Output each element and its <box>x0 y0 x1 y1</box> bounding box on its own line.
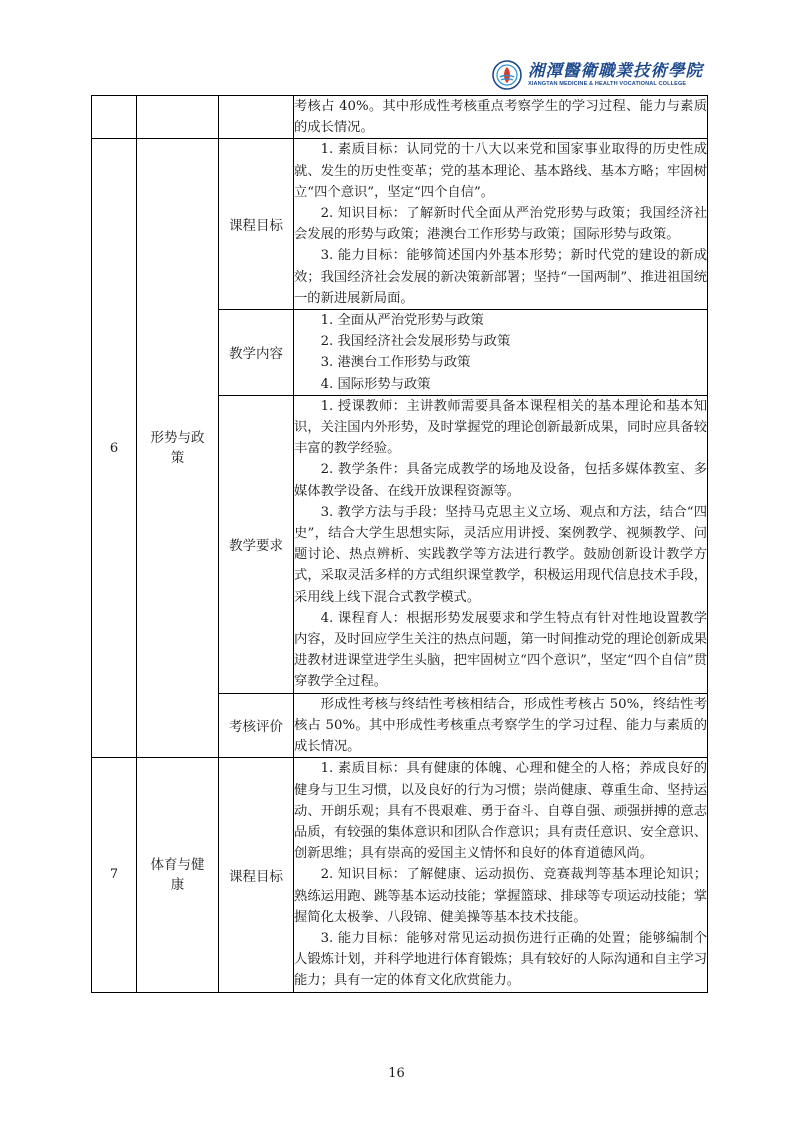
course6-goals-content <box>294 139 708 310</box>
course-cell-empty <box>137 96 219 139</box>
course6-assessment-label: 考核评价 <box>219 693 294 758</box>
course7-goal-2: 2. 知识目标：了解健康、运动损伤、竞赛裁判等基本理论知识；熟练运用跑、跳等基本运动技能；掌握篮球、排球等专项运动技能；掌握简化太极拳、八段锦、健美操等基本技术技能。 <box>294 867 707 925</box>
assessment-continuation-text <box>294 96 708 139</box>
page-number: 16 <box>388 1066 405 1081</box>
course6-content-list <box>294 310 708 396</box>
college-logo <box>492 60 703 90</box>
logo-chinese-name: 湘潭醫衛職業技術學院 <box>528 61 703 80</box>
course6-goal-2: 2. 知识目标：了解新时代全面从严治党形势与政策；我国经济社会发展的形势与政策；港澳台工作形势与政策；国际形势与政策。 <box>294 206 707 243</box>
course6-content-item-1: 1. 全面从严治党形势与政策 <box>320 313 484 329</box>
course6-requirement-2: 2. 教学条件：具备完成教学的场地及设备，包括多媒体教室、多媒体教学设备、在线开放课程资源等。 <box>294 462 707 499</box>
course6-goal-1: 1. 素质目标：认同党的十八大以来党和国家事业取得的历史性成就、发生的历史性变革；党的基本理论、基本路线、基本方略；牢固树立“四个意识”，坚定“四个自信”。 <box>294 142 707 200</box>
item-cell-empty <box>219 96 294 139</box>
course6-assessment-content <box>294 693 708 758</box>
continuation-paragraph: 考核占 40%。其中形成性考核重点考察学生的学习过程、能力与素质的成长情况。 <box>294 99 707 136</box>
course7-goal-3: 3. 能力目标：能够对常见运动损伤进行正确的处置；能够编制个人锻炼计划，并科学地进行体育锻炼；具有较好的人际沟通和自主学习能力；具有一定的体育文化欣赏能力。 <box>294 930 707 989</box>
course7-goals-content <box>294 758 708 992</box>
course6-requirement-3: 3. 教学方法与手段：坚持马克思主义立场、观点和方法，结合“四史”，结合大学生思想实际，灵活应用讲授、案例教学、视频教学、问题讨论、热点辨析、实践教学等方法进行教学。鼓励创新设计教学方式，采取灵活多样的方式组织课堂教学，积极运用现代信息技术手段，采用线上线下混合式教学模式。 <box>294 504 707 605</box>
course6-requirements-label: 教学要求 <box>219 395 294 693</box>
course7-name <box>137 758 219 992</box>
course7-name-text: 体育与健康 <box>150 856 205 893</box>
course7-goals-label: 课程目标 <box>219 758 294 992</box>
course6-requirement-4: 4. 课程育人：根据形势发展要求和学生特点有针对性地设置教学内容，及时回应学生关注的热点问题，第一时间推动党的理论创新成果进教材进课堂进学生头脑，把牢固树立“四个意识”，坚定“四个自信”贯穿教学全过程。 <box>294 610 707 690</box>
curriculum-table <box>91 95 708 993</box>
table-row-course7-goals <box>92 758 708 992</box>
course6-requirement-1: 1. 授课教师：主讲教师需要具备本课程相关的基本理论和基本知识，关注国内外形势，及时掌握党的理论创新最新成果，同时应具备较丰富的教学经验。 <box>294 398 707 457</box>
course6-content-item-2: 2. 我国经济社会发展形势与政策 <box>320 334 511 350</box>
course7-goal-1: 1. 素质目标：具有健康的体魄、心理和健全的人格；养成良好的健身与卫生习惯，以及良好的行为习惯；崇尚健康、尊重生命、坚持运动、开朗乐观；具有不畏艰难、勇于奋斗、自尊自强、顽强拼搏的意志品质，有较强的集体意识和团队合作意识；具有责任意识、安全意识、创新思维；具有崇高的爱国主义情怀和良好的体育道德风尚。 <box>294 761 707 862</box>
college-emblem-icon <box>492 60 522 90</box>
course6-content-item-4: 4. 国际形势与政策 <box>320 376 431 392</box>
course6-goal-3: 3. 能力目标：能够简述国内外基本形势；新时代党的建设的新成效；我国经济社会发展的新决策新部署；坚持“一国两制”、推进祖国统一的新进展新局面。 <box>294 248 707 306</box>
logo-english-name: XIANGTAN MEDICINE & HEALTH VOCATIONAL COLLEGE <box>528 81 687 87</box>
table-row-course6-goals <box>92 139 708 310</box>
course6-name-text: 形势与政策 <box>150 430 205 467</box>
course6-assessment-text: 形成性考核与终结性考核相结合，形成性考核占 50%，终结性考核占 50%。其中形成性考核重点考察学生的学习过程、能力与素质的成长情况。 <box>294 696 707 755</box>
course7-number: 7 <box>92 758 137 992</box>
table-row-continuation <box>92 96 708 139</box>
course6-content-item-3: 3. 港澳台工作形势与政策 <box>320 355 471 371</box>
course6-name <box>137 139 219 758</box>
course6-requirements-content <box>294 395 708 693</box>
course6-goals-label: 课程目标 <box>219 139 294 310</box>
course6-content-label: 教学内容 <box>219 310 294 396</box>
course6-number: 6 <box>92 139 137 758</box>
number-cell-empty <box>92 96 137 139</box>
